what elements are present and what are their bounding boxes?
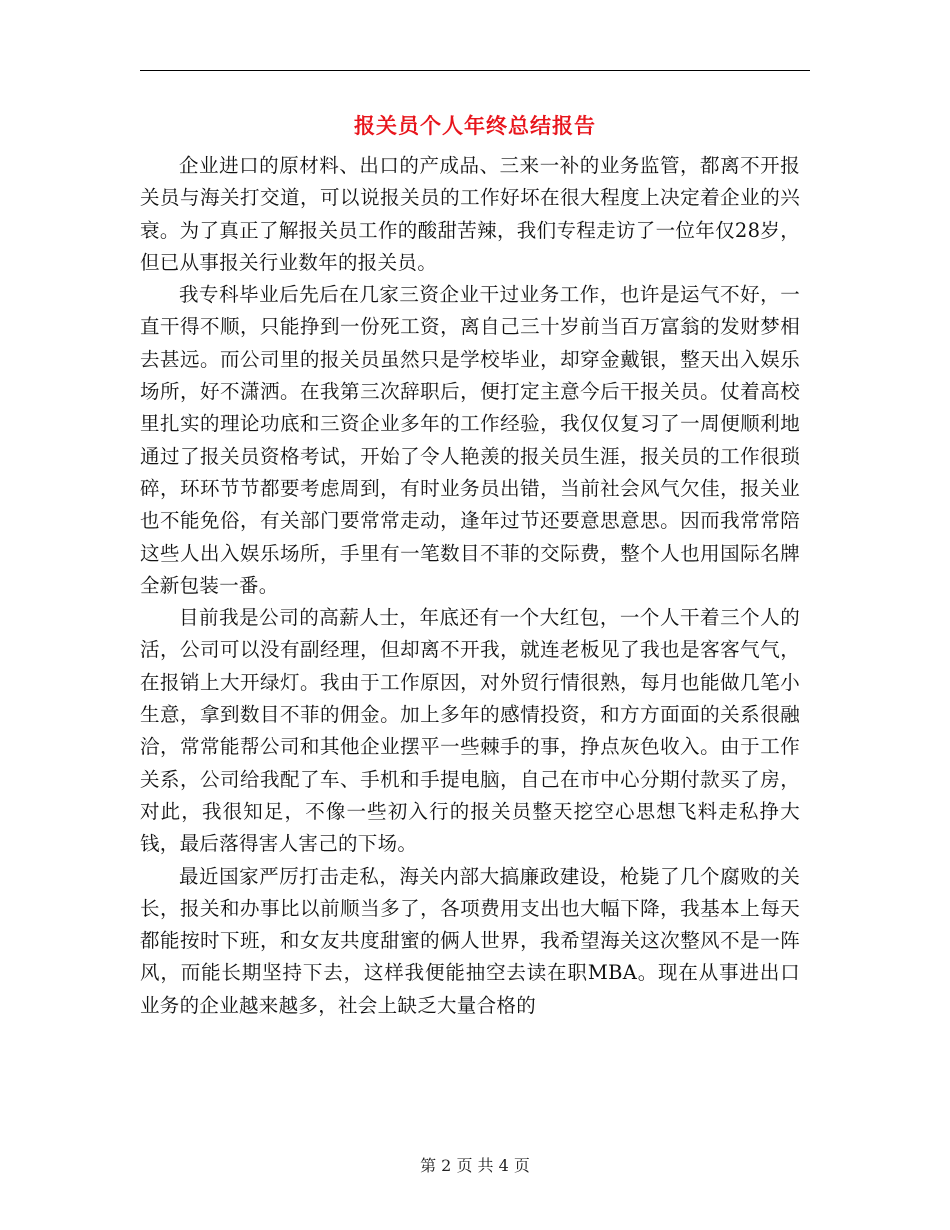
paragraph-2: 我专科毕业后先后在几家三资企业干过业务工作，也许是运气不好，一直干得不顺，只能挣到一份死工资，离自己三十岁前当百万富翁的发财梦相去甚远。而公司里的报关员虽然只是学校毕业，却穿金戴银，整天出入娱乐场所，好不潇洒。在我第三次辞职后，便打定主意今后干报关员。仗着高校里扎实的理论功底和三资企业多年的工作经验，我仅仅复习了一周便顺利地通过了报关员资格考试，开始了令人艳羡的报关员生涯，报关员的工作很琐碎，环环节节都要考虑周到，有时业务员出错，当前社会风气欠佳，报关业也不能免俗，有关部门要常常走动，逢年过节还要意思意思。因而我常常陪这些人出入娱乐场所，手里有一笔数目不菲的交际费，整个人也用国际名牌全新包装一番。 [140, 283, 800, 597]
document-title: 报关员个人年终总结报告 [354, 114, 596, 138]
paragraph-3: 目前我是公司的高薪人士，年底还有一个大红包，一个人干着三个人的活，公司可以没有副经理，但却离不开我，就连老板见了我也是客客气气，在报销上大开绿灯。我由于工作原因，对外贸行情很熟，每月也能做几笔小生意，拿到数目不菲的佣金。加上多年的感情投资，和方方面面的关系很融洽，常常能帮公司和其他企业摆平一些棘手的事，挣点灰色收入。由于工作关系，公司给我配了车、手机和手提电脑，自己在市中心分期付款买了房，对此，我很知足，不像一些初入行的报关员整天挖空心思想飞料走私挣大钱，最后落得害人害己的下场。 [140, 606, 800, 856]
document-body [140, 150, 800, 1022]
paragraph-1: 企业进口的原材料、出口的产成品、三来一补的业务监管，都离不开报关员与海关打交道，可以说报关员的工作好坏在很大程度上决定着企业的兴衰。为了真正了解报关员工作的酸甜苦辣，我们专程走访了一位年仅28岁，但已从事报关行业数年的报关员。 [140, 154, 800, 274]
header-rule [140, 70, 810, 71]
paragraph-4: 最近国家严厉打击走私，海关内部大搞廉政建设，枪毙了几个腐败的关长，报关和办事比以前顺当多了，各项费用支出也大幅下降，我基本上每天都能按时下班，和女友共度甜蜜的俩人世界，我希望海关这次整风不是一阵风，而能长期坚持下去，这样我便能抽空去读在职MBA。现在从事进出口业务的企业越来越多，社会上缺乏大量合格的 [140, 864, 800, 1017]
page-number: 第 2 页 共 4 页 [420, 1156, 530, 1175]
